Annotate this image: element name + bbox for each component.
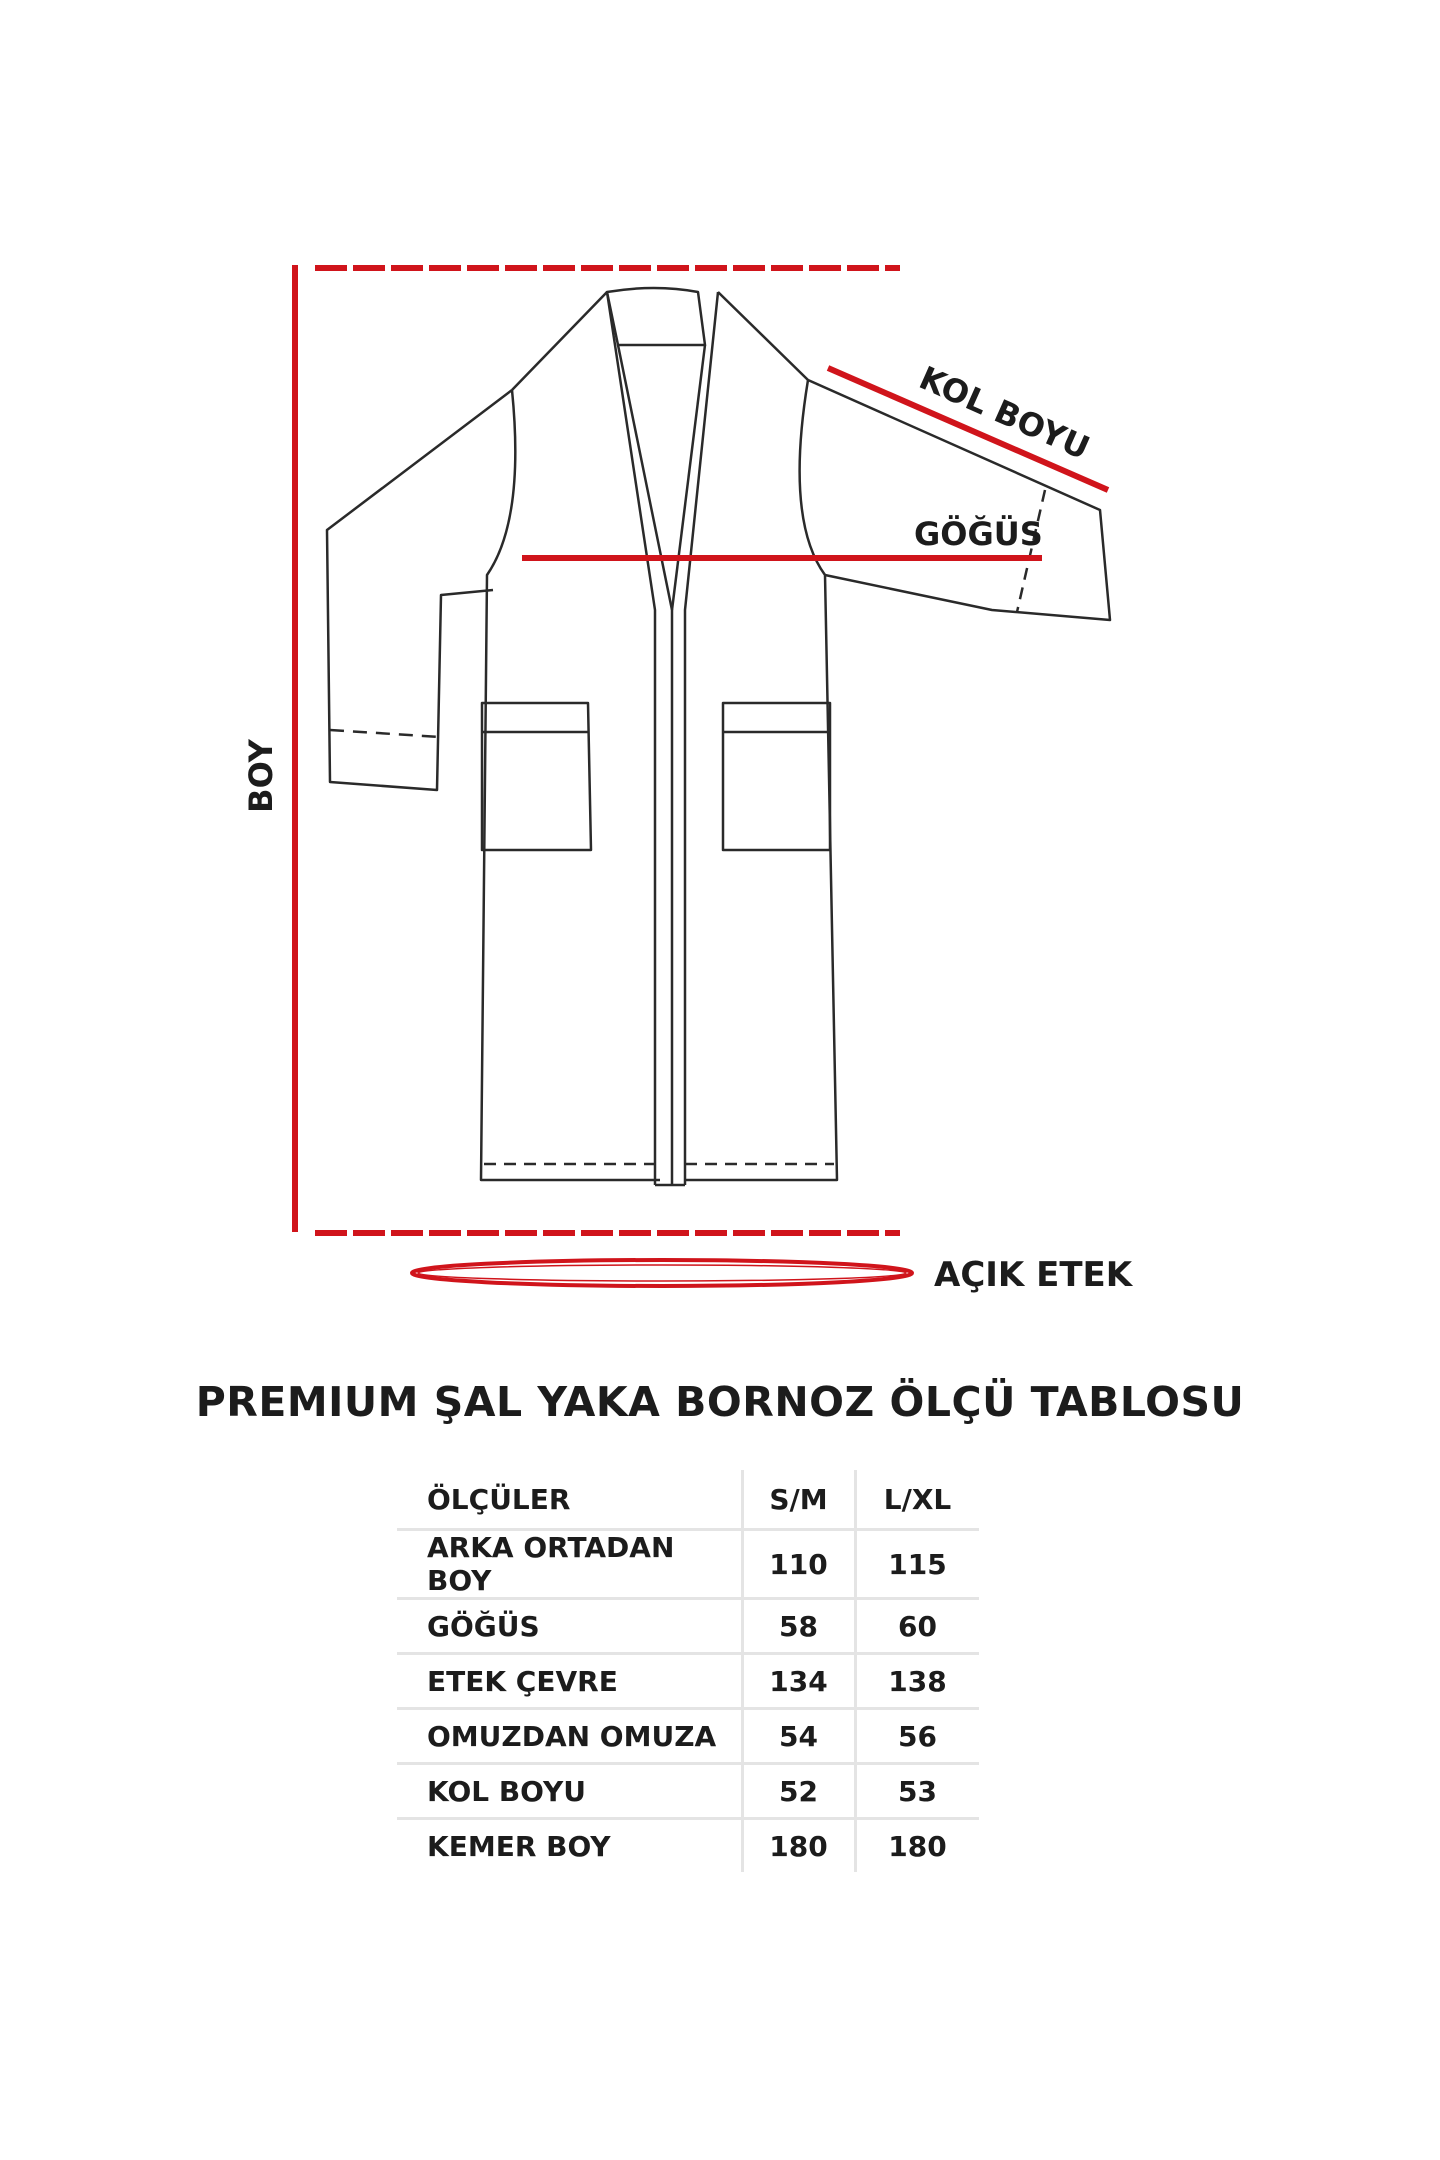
- left-lapel-inner: [618, 345, 672, 1185]
- left-shoulder: [512, 292, 607, 390]
- right-pocket: [723, 703, 830, 850]
- robe-body-left: [481, 390, 660, 1180]
- row-value-lxl: 180: [855, 1819, 979, 1873]
- acik-etek-ellipse: [412, 1260, 912, 1286]
- row-value-lxl: 138: [855, 1654, 979, 1709]
- right-lapel-outer: [685, 292, 718, 1185]
- column-header-lxl: L/XL: [855, 1470, 979, 1530]
- row-label: KEMER BOY: [427, 1829, 611, 1863]
- gogus-label: GÖĞÜS: [914, 515, 1043, 553]
- table-row: [397, 1819, 979, 1873]
- row-value-lxl: 56: [855, 1709, 979, 1764]
- row-value-sm: 52: [742, 1764, 855, 1819]
- row-value-sm: 58: [742, 1599, 855, 1654]
- row-label: GÖĞÜS: [397, 1599, 742, 1654]
- column-header-sm: S/M: [742, 1470, 855, 1530]
- right-sleeve: [808, 380, 1110, 620]
- table-row: [397, 1654, 979, 1709]
- row-label: OMUZDAN OMUZA: [397, 1709, 742, 1764]
- left-lapel-outer: [607, 292, 655, 1185]
- collar-back: [607, 288, 705, 345]
- table-row: [397, 1599, 979, 1654]
- row-value-sm: 110: [742, 1530, 855, 1599]
- table-row: [397, 1709, 979, 1764]
- row-value-sm: 180: [742, 1819, 855, 1873]
- kol-boyu-label: KOL BOYU: [913, 358, 1096, 468]
- row-value-lxl: 60: [855, 1599, 979, 1654]
- size-chart-table: [397, 1470, 979, 1872]
- left-sleeve-cuff: [330, 730, 440, 737]
- row-value-sm: 54: [742, 1709, 855, 1764]
- boy-label: BOY: [242, 739, 280, 813]
- table-row: [397, 1764, 979, 1819]
- row-label: ARKA ORTADAN BOY: [397, 1530, 742, 1599]
- row-value-lxl: 115: [855, 1530, 979, 1599]
- acik-etek-label: AÇIK ETEK: [934, 1255, 1133, 1295]
- row-value-lxl: 53: [855, 1764, 979, 1819]
- acik-etek-ellipse-inner: [418, 1265, 906, 1281]
- left-pocket: [482, 703, 591, 850]
- column-header-olculer: ÖLÇÜLER: [397, 1470, 742, 1530]
- table-row: [397, 1530, 979, 1599]
- robe-body-right: [685, 380, 837, 1180]
- table-header-row: [397, 1470, 979, 1530]
- size-chart-title: PREMIUM ŞAL YAKA BORNOZ ÖLÇÜ TABLOSU: [195, 1378, 1245, 1426]
- row-label: KOL BOYU: [397, 1764, 742, 1819]
- right-shoulder: [718, 292, 808, 380]
- row-label: ETEK ÇEVRE: [397, 1654, 742, 1709]
- row-value-sm: 134: [742, 1654, 855, 1709]
